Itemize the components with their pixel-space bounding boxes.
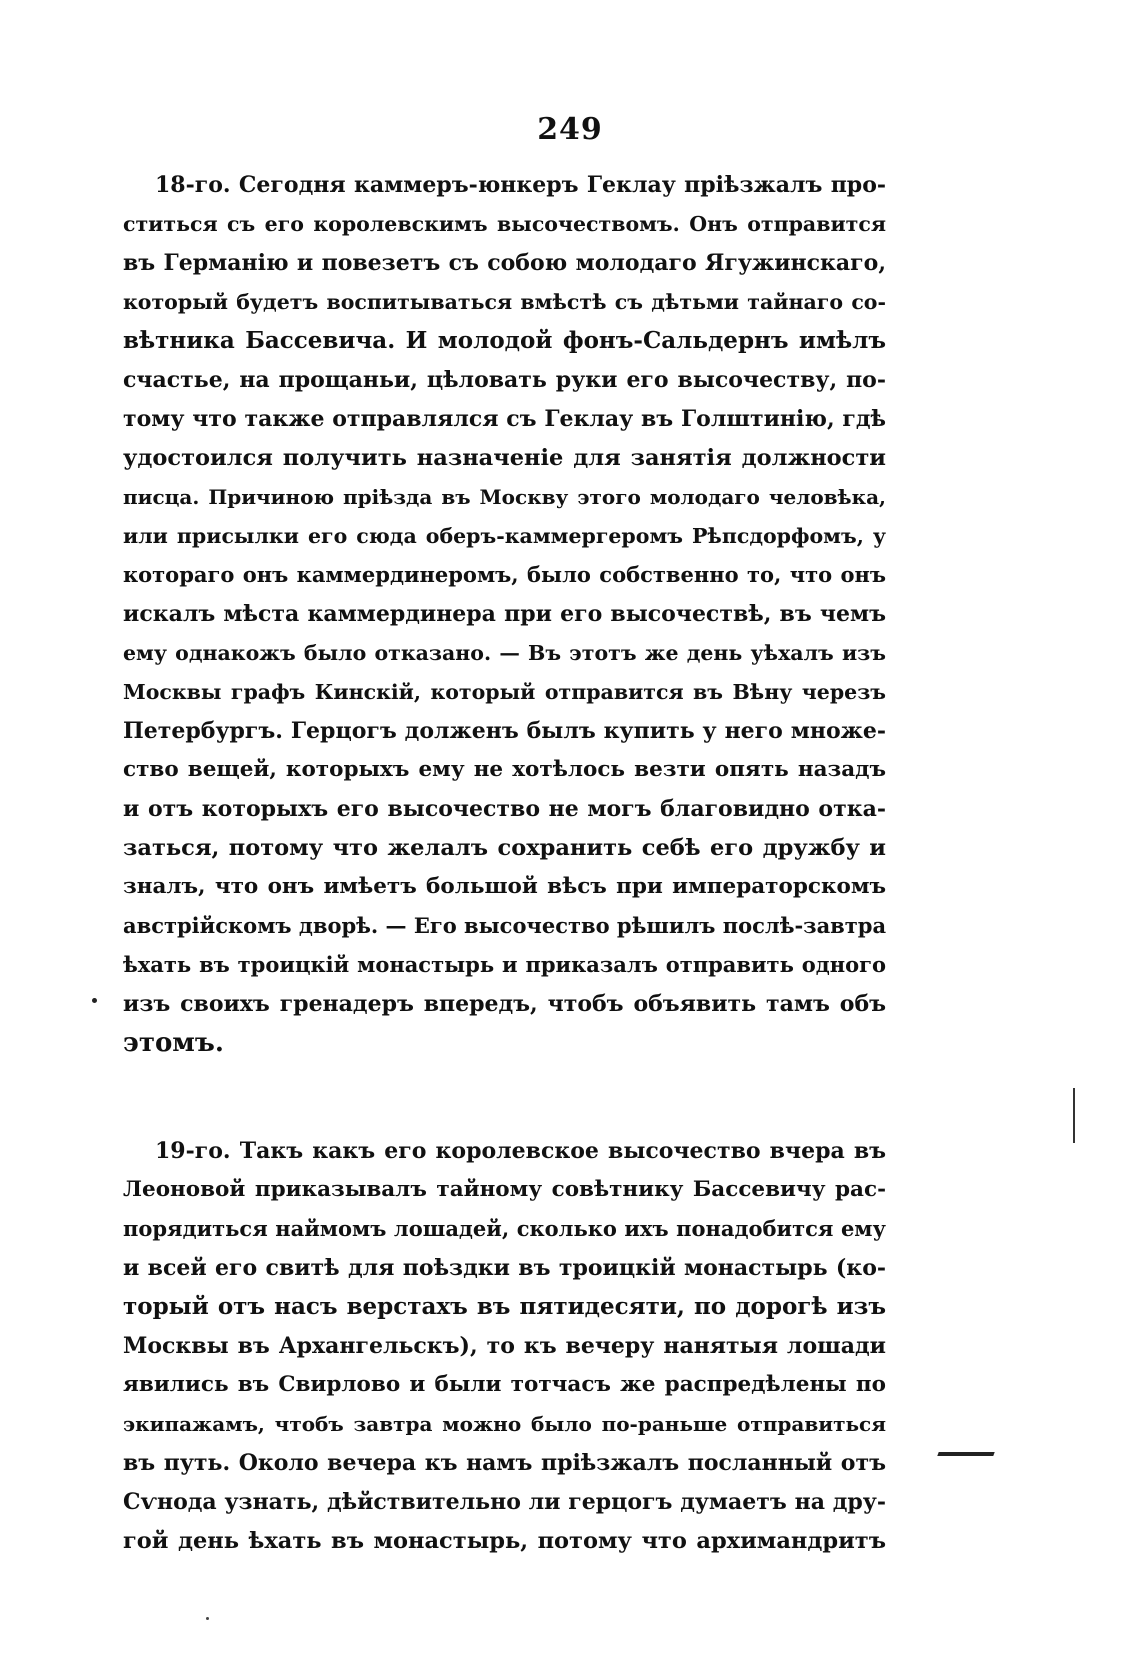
text-line: въ путь. Около вечера къ намъ прiѣзжалъ посланный отъ [123, 1450, 886, 1476]
text-line: Петербургъ. Герцогъ долженъ былъ купить у него множе- [123, 718, 886, 744]
text-line: ему однакожъ было отказано. — Въ этотъ же день уѣхалъ изъ [123, 641, 886, 665]
margin-ink-tick [1073, 1088, 1075, 1143]
margin-ink-speck [206, 1617, 209, 1620]
text-line: порядиться наймомъ лошадей, сколько ихъ понадобится ему [123, 1216, 886, 1241]
text-line: 19-го. Такъ какъ его королевское высочество вчера въ [155, 1138, 886, 1164]
text-line: котораго онъ каммердинеромъ, было собственно то, что онъ [123, 562, 886, 587]
text-line: вѣтника Бассевича. И молодой фонъ-Сальдернъ имѣлъ [123, 327, 886, 354]
margin-ink-dot [92, 998, 97, 1003]
text-line: и всей его свитѣ для поѣздки въ троицкiй монастырь (ко- [123, 1255, 886, 1281]
text-line: ститься съ его королевскимъ высочествомъ. Онъ отправится [123, 212, 886, 236]
text-line: явились въ Свирлово и были тотчасъ же распредѣлены по [123, 1372, 886, 1397]
text-line: Москвы въ Архангельскъ), то къ вечеру нанятыя лошади [123, 1333, 886, 1359]
text-line: счастье, на прощаньи, цѣловать руки его высочеству, по- [123, 367, 886, 393]
text-line: торый отъ насъ верстахъ въ пятидесяти, по дорогѣ изъ [123, 1293, 886, 1320]
text-line: который будетъ воспитываться вмѣстѣ съ дѣтьми тайнаго со- [123, 290, 886, 314]
text-line: гой день ѣхать въ монастырь, потому что архимандритъ [123, 1528, 886, 1554]
text-line: ство вещей, которыхъ ему не хотѣлось везти опять назадъ [123, 757, 886, 782]
text-line: Леоновой приказывалъ тайному совѣтнику Бассевичу рас- [123, 1177, 886, 1202]
text-line: тому что также отправлялся съ Геклау въ Голштинiю, гдѣ [123, 406, 886, 432]
text-line: 18-го. Сегодня каммеръ-юнкеръ Геклау прiѣзжалъ про- [155, 172, 886, 198]
text-line: экипажамъ, чтобъ завтра можно было по-раньше отправиться [123, 1412, 886, 1436]
margin-ink-dash [937, 1452, 994, 1456]
text-line: ѣхать въ троицкiй монастырь и приказалъ отправить одного [123, 952, 886, 977]
text-line: заться, потому что желалъ сохранить себѣ его дружбу и [123, 835, 886, 861]
text-line: удостоился получить назначенiе для занятiя должности [123, 445, 886, 471]
text-line: Сѵнода узнать, дѣйствительно ли герцогъ думаетъ на дру- [123, 1489, 886, 1515]
text-line: искалъ мѣста каммердинера при его высочествѣ, въ чемъ [123, 601, 886, 627]
text-line: изъ своихъ гренадеръ впередъ, чтобъ объявить тамъ объ [123, 991, 886, 1017]
text-line: въ Германiю и повезетъ съ собою молодаго Ягужинскаго, [123, 250, 886, 276]
text-line: этомъ. [123, 1028, 224, 1058]
text-line: писца. Причиною прiѣзда въ Москву этого молодаго человѣка, [123, 485, 886, 509]
text-line: или присылки его сюда оберъ-каммергеромъ Рѣпсдорфомъ, у [123, 524, 886, 548]
text-line: Москвы графъ Кинскiй, который отправится въ Вѣну черезъ [123, 680, 886, 704]
page-number: 249 [537, 112, 603, 147]
text-line: австрiйскомъ дворѣ. — Его высочество рѣшилъ послѣ-завтра [123, 913, 886, 938]
text-line: зналъ, что онъ имѣетъ большой вѣсъ при императорскомъ [123, 874, 886, 899]
text-line: и отъ которыхъ его высочество не могъ благовидно отка- [123, 796, 886, 822]
